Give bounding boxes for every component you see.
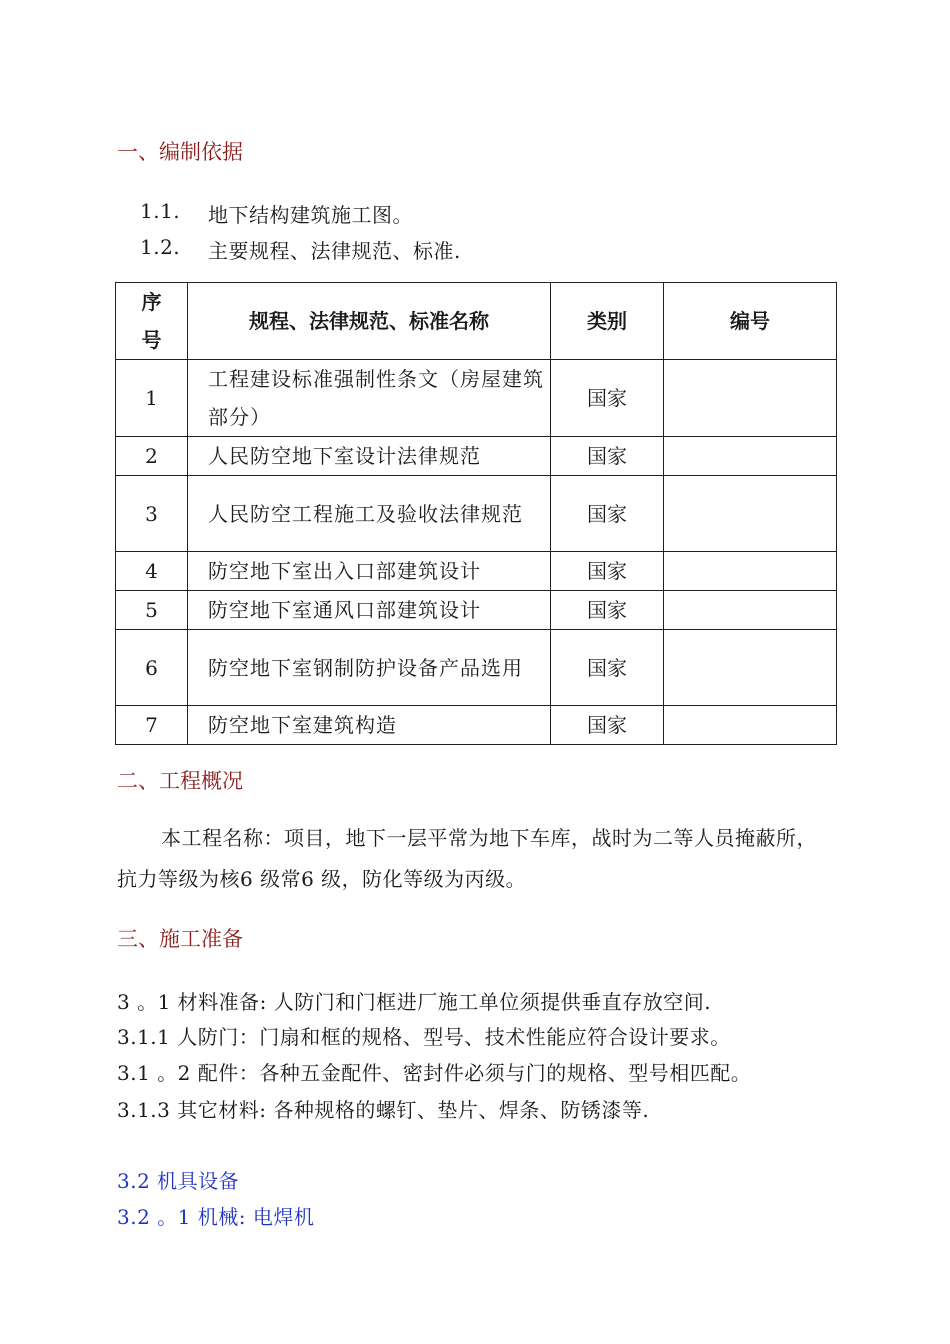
list-item-number: 1.1. [140, 199, 181, 223]
section-title-basis: 一、编制依据 [117, 140, 243, 164]
cell-seq: 7 [116, 706, 188, 745]
cell-category: 国家 [551, 630, 664, 706]
table-row [116, 476, 837, 552]
cell-name: 工程建设标准强制性条文（房屋建筑部分） [188, 360, 551, 437]
list-item-text: 地下结构建筑施工图。 [208, 203, 413, 227]
table-row [116, 552, 837, 591]
cell-name: 防空地下室建筑构造 [188, 706, 551, 745]
header-name: 规程、法律规范、标准名称 [188, 283, 551, 360]
cell-seq: 3 [116, 476, 188, 552]
cell-code [664, 591, 837, 630]
cell-name: 防空地下室出入口部建筑设计 [188, 552, 551, 591]
cell-category: 国家 [551, 552, 664, 591]
prep-line: 3.1.3 其它材料: 各种规格的螺钉、垫片、焊条、防锈漆等. [117, 1098, 650, 1122]
equipment-heading: 3.2 机具设备 [117, 1169, 240, 1193]
cell-category: 国家 [551, 706, 664, 745]
list-item-text: 主要规程、法律规范、标准. [208, 239, 461, 263]
cell-name: 防空地下室钢制防护设备产品选用 [188, 630, 551, 706]
table-row [116, 591, 837, 630]
cell-name: 人民防空工程施工及验收法律规范 [188, 476, 551, 552]
cell-seq: 1 [116, 360, 188, 437]
equipment-line: 3.2 。1 机械: 电焊机 [117, 1205, 315, 1229]
cell-category: 国家 [551, 591, 664, 630]
list-item-number: 1.2. [140, 235, 181, 259]
header-category: 类别 [551, 283, 664, 360]
cell-code [664, 706, 837, 745]
cell-category: 国家 [551, 437, 664, 476]
header-seq-line2: 号 [141, 328, 162, 352]
header-code: 编号 [664, 283, 837, 360]
cell-code [664, 552, 837, 591]
table-row [116, 706, 837, 745]
cell-seq: 4 [116, 552, 188, 591]
cell-code [664, 360, 837, 437]
prep-line: 3.1 。2 配件：各种五金配件、密封件必须与门的规格、型号相匹配。 [117, 1061, 752, 1085]
table-row [116, 360, 837, 437]
header-seq-line1: 序 [141, 290, 162, 314]
table-row [116, 630, 837, 706]
cell-category: 国家 [551, 476, 664, 552]
section-title-preparation: 三、施工准备 [117, 927, 243, 951]
overview-paragraph: 本工程名称：项目，地下一层平常为地下车库，战时为二等人员掩蔽所，抗力等级为核6 级常6 级，防化等级为丙级。 [117, 826, 817, 891]
cell-name: 人民防空地下室设计法律规范 [188, 437, 551, 476]
header-seq [116, 283, 188, 360]
cell-code [664, 476, 837, 552]
section-title-overview: 二、工程概况 [117, 769, 243, 793]
cell-name: 防空地下室通风口部建筑设计 [188, 591, 551, 630]
cell-code [664, 630, 837, 706]
cell-code [664, 437, 837, 476]
prep-line: 3.1.1 人防门：门扇和框的规格、型号、技术性能应符合设计要求。 [117, 1025, 731, 1049]
prep-line: 3 。1 材料准备: 人防门和门框进厂施工单位须提供垂直存放空间. [117, 990, 712, 1014]
cell-category: 国家 [551, 360, 664, 437]
standards-table [115, 282, 837, 745]
cell-seq: 5 [116, 591, 188, 630]
table-header-row [116, 283, 837, 360]
table-row [116, 437, 837, 476]
cell-seq: 2 [116, 437, 188, 476]
cell-seq: 6 [116, 630, 188, 706]
